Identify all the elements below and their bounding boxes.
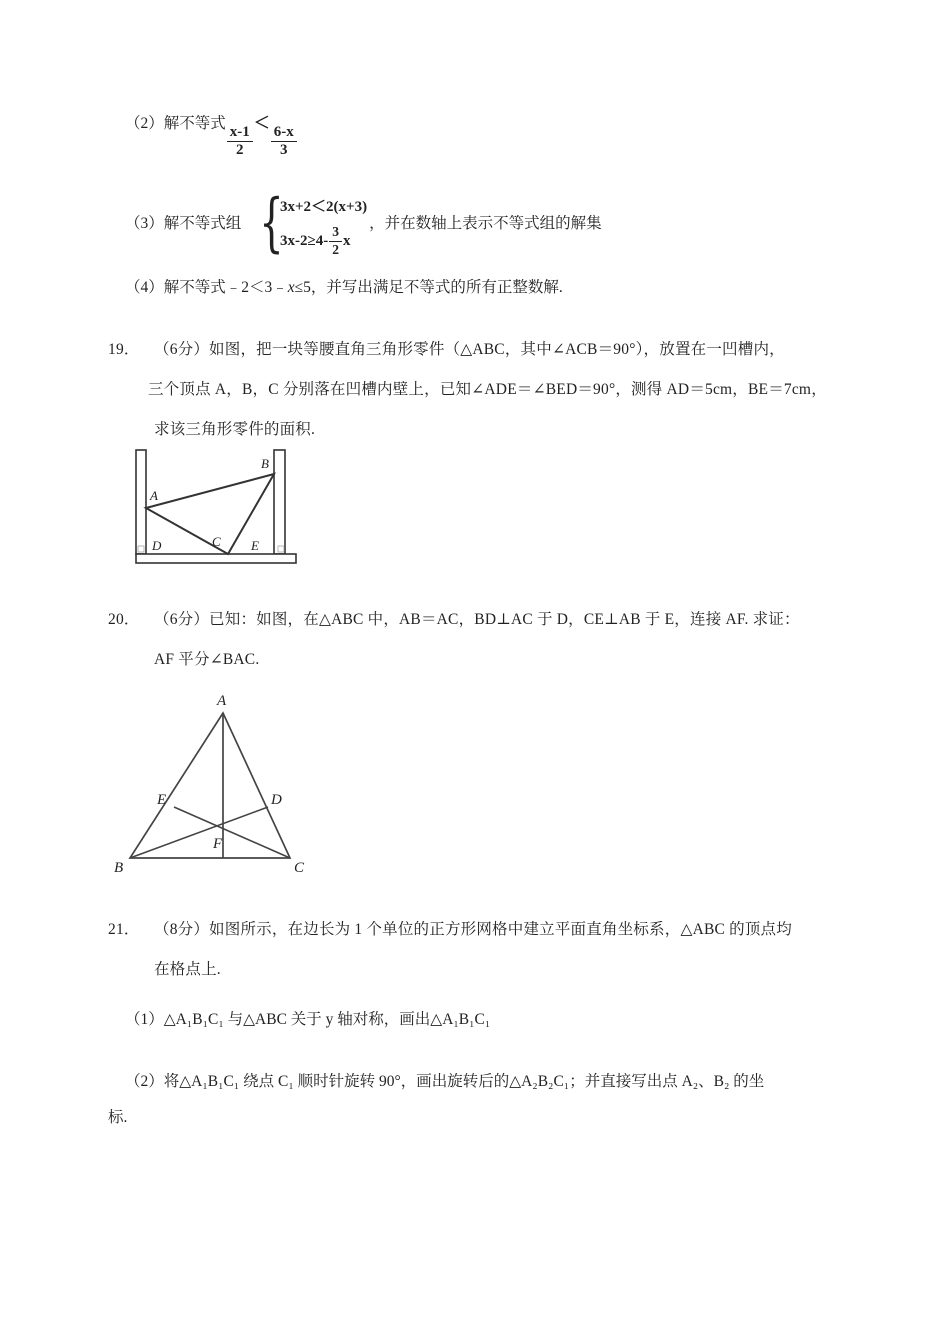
part-3-tail: ，并在数轴上表示不等式组的解集 <box>369 215 602 232</box>
label-B: B <box>261 456 269 471</box>
question-21-part-2-text: （2）将△A₁B₁C₁ 绕点 C₁ 顺时针旋转 90°，画出旋转后的△A₂B₂C₁；并直接写出点 A₂、B₂ 的坐 <box>125 1073 765 1090</box>
triangle-abc-main <box>130 713 290 858</box>
question-21 <box>108 910 898 990</box>
question-20-body <box>154 600 888 680</box>
fraction-left <box>227 125 253 159</box>
question-19-number: 19． <box>108 341 140 358</box>
fraction-right-numerator: 6-x <box>271 125 297 143</box>
bottom-wall <box>136 554 296 563</box>
part-3-label: （3）解不等式组 <box>125 215 242 232</box>
question-18-part-3 <box>125 186 915 261</box>
question-20 <box>108 600 888 680</box>
question-19-line-1: （6分）如图，把一块等腰直角三角形零件（△ABC，其中∠ACB＝90°），放置在一凹槽内， <box>154 341 785 358</box>
question-20-line-1: （6分）已知：如图，在△ABC 中，AB＝AC，BD⊥AC 于 D，CE⊥AB 于 E，连接 AF. 求证： <box>154 611 800 628</box>
inequality-system <box>243 186 368 261</box>
system-row-2-suffix: x <box>342 233 351 249</box>
label-A: A <box>150 488 158 503</box>
fraction-right-denominator: 3 <box>280 142 288 159</box>
question-21-part-2-tail: 标. <box>108 1109 128 1126</box>
label-C: C <box>294 860 305 876</box>
figure-question-19 <box>128 446 308 572</box>
system-rows <box>280 190 367 258</box>
question-21-number: 21． <box>108 921 140 938</box>
system-row-2-prefix: 3x-2≥4- <box>279 233 329 249</box>
label-D: D <box>271 792 282 808</box>
system-row-2 <box>280 224 367 258</box>
question-21-part-2 <box>125 1062 925 1102</box>
groove-triangle-svg <box>128 446 308 572</box>
question-19-body <box>148 330 888 450</box>
isosceles-triangle-svg <box>78 686 348 876</box>
segment-BD <box>130 807 268 858</box>
system-row-1: 3x+2＜2(x+3) <box>279 199 368 215</box>
fraction-right <box>271 125 297 159</box>
part-2-label: （2）解不等式 <box>125 115 226 132</box>
label-E: E <box>157 792 167 808</box>
part-4-text-before: （4）解不等式﹣2＜3﹣ <box>125 279 288 296</box>
part-4-variable: x <box>287 279 295 296</box>
question-21-body <box>154 910 898 990</box>
three-halves-numerator: 3 <box>329 225 342 241</box>
label-B: B <box>114 860 124 876</box>
fraction-left-numerator: x-1 <box>227 125 253 143</box>
question-18-part-4 <box>125 268 885 308</box>
question-21-part-2-continued <box>108 1098 908 1138</box>
question-21-part-1-text: （1）△A₁B₁C₁ 与△ABC 关于 y 轴对称，画出△A₁B₁C₁ <box>125 1011 491 1028</box>
label-E: E <box>251 538 259 553</box>
relation-symbol: ＜ <box>253 115 270 132</box>
left-brace-glyph: { <box>259 186 284 261</box>
label-D: D <box>152 538 162 553</box>
label-C: C <box>212 534 221 549</box>
figure-question-20 <box>78 686 348 876</box>
three-halves-denominator: 2 <box>332 241 339 257</box>
label-F: F <box>213 836 223 852</box>
right-wall <box>274 450 285 554</box>
question-21-line-2: 在格点上. <box>154 961 221 978</box>
left-wall <box>136 450 146 554</box>
question-18-part-2 <box>125 104 885 159</box>
question-20-number: 20． <box>108 611 140 628</box>
fraction-left-denominator: 2 <box>236 142 244 159</box>
part-4-text-after: ≤5，并写出满足不等式的所有正整数解. <box>294 279 563 296</box>
question-19 <box>108 330 888 450</box>
question-21-line-1: （8分）如图所示，在边长为 1 个单位的正方形网格中建立平面直角坐标系，△ABC 的顶点均 <box>154 921 792 938</box>
question-20-line-2: AF 平分∠BAC. <box>154 651 260 668</box>
label-A: A <box>217 693 227 709</box>
fraction-three-halves <box>329 225 342 256</box>
question-19-line-2: 三个顶点 A，B，C 分别落在凹槽内壁上，已知∠ADE＝∠BED＝90°，测得 AD＝5cm，BE＝7cm， <box>148 381 827 398</box>
segment-CE <box>174 807 290 858</box>
question-21-part-1 <box>125 1000 915 1040</box>
question-19-line-3: 求该三角形零件的面积. <box>154 421 316 438</box>
